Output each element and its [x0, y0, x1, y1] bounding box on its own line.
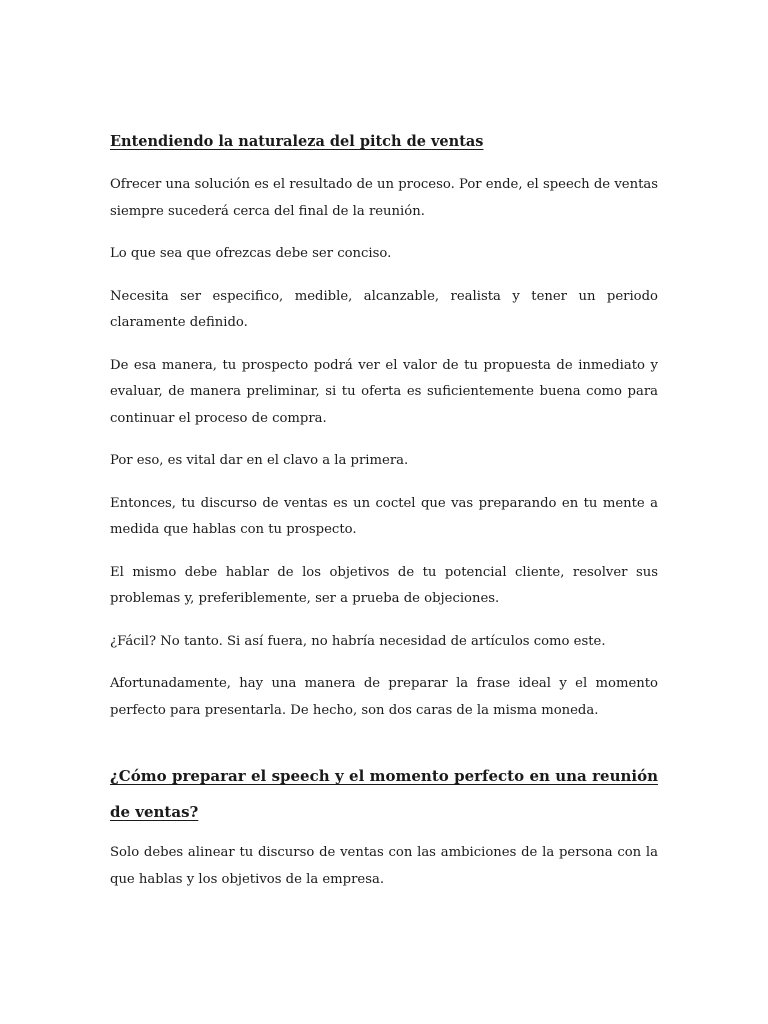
section-heading: ¿Cómo preparar el speech y el momento perfecto en una reunión de ventas? — [110, 767, 658, 821]
paragraph: Necesita ser especifico, medible, alcanzable, realista y tener un periodo claramente definido. — [110, 288, 658, 330]
paragraph: Por eso, es vital dar en el clavo a la primera. — [110, 453, 409, 468]
paragraph: Entonces, tu discurso de ventas es un coctel que vas preparando en tu mente a medida que hablas con tu prospecto. — [110, 495, 658, 537]
paragraph: El mismo debe hablar de los objetivos de tu potencial cliente, resolver sus problemas y, preferiblemente, ser a prueba de objeciones. — [110, 564, 658, 606]
paragraph: Lo que sea que ofrezcas debe ser conciso. — [110, 246, 392, 261]
paragraph: ¿Fácil? No tanto. Si así fuera, no habría necesidad de artículos como este. — [110, 633, 606, 649]
paragraph: Afortunadamente, hay una manera de preparar la frase ideal y el momento perfecto para presentarla. De hecho, son dos caras de la misma moneda. — [110, 676, 658, 718]
paragraph: Ofrecer una solución es el resultado de un proceso. Por ende, el speech de ventas siempre sucederá cerca del final de la reunión. — [110, 177, 658, 219]
paragraph: Solo debes alinear tu discurso de ventas con las ambiciones de la persona con la que hablas y los objetivos de la empresa. — [110, 845, 658, 887]
document-page — [110, 128, 658, 909]
section-heading: Entendiendo la naturaleza del pitch de ventas — [110, 133, 484, 150]
paragraph: De esa manera, tu prospecto podrá ver el valor de tu propuesta de inmediato y evaluar, de manera preliminar, si tu oferta es suficientemente buena como para continuar el proceso de compra. — [110, 357, 658, 426]
